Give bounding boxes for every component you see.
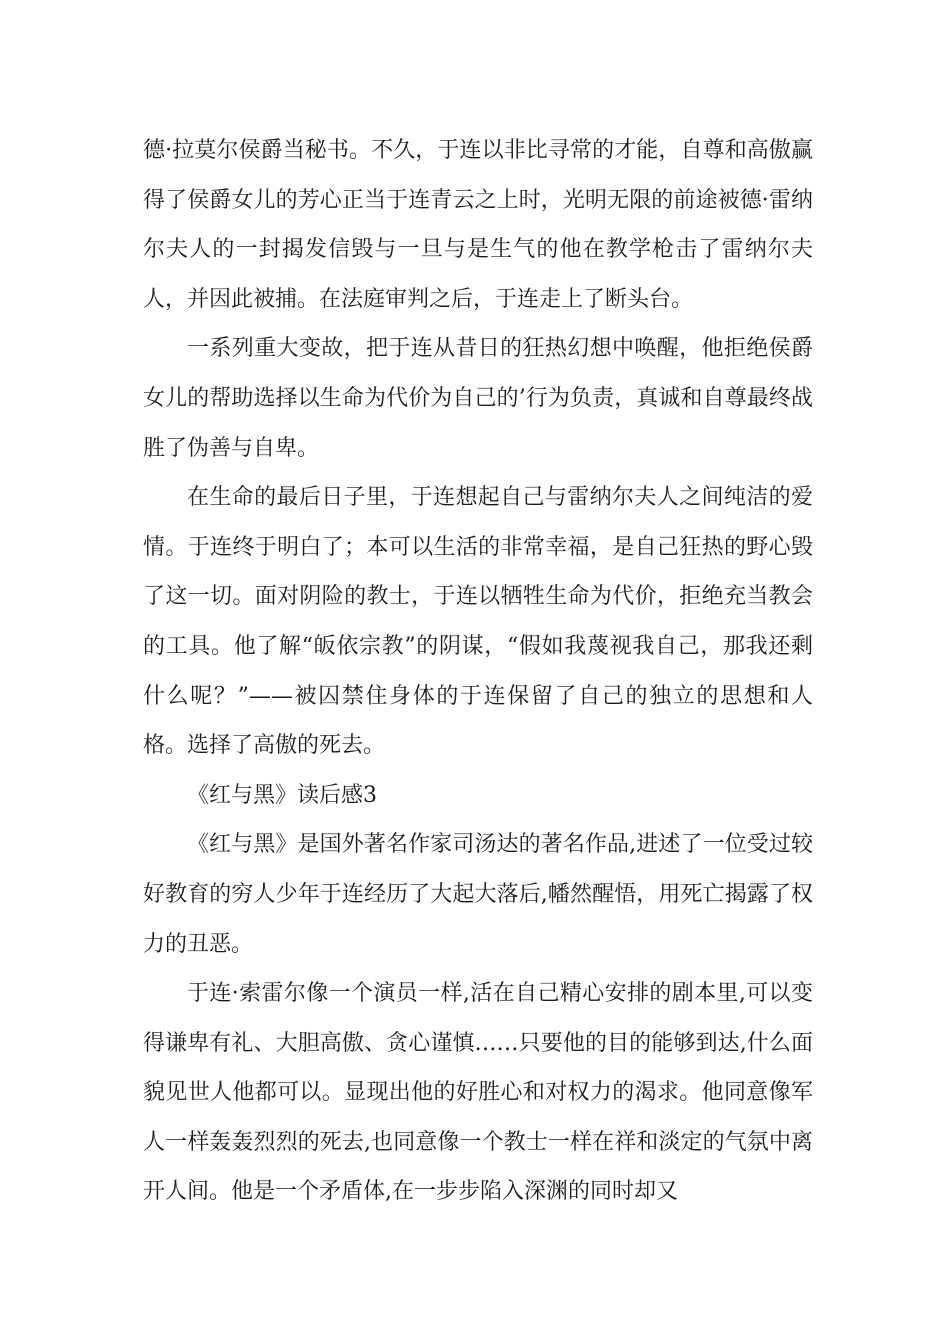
paragraph-last-days: 在生命的最后日子里，于连想起自己与雷纳尔夫人之间纯洁的爱情。于连终于明白了；本可以生活的非常幸福，是自己狂热的野心毁了这一切。面对阴险的教士，于连以牺牲生命为代价，拒绝充当教会的工具。他了解“皈依宗教”的阴谋，“假如我蔑视我自己，那我还剩什么呢？”——被囚禁住身体的于连保留了自己的独立的思想和人格。选择了高傲的死去。 [143,485,813,759]
paragraph-introduction: 《红与黑》是国外著名作家司汤达的著名作品,进述了一位受过较好教育的穷人少年于连经历了大起大落后,幡然醒悟，用死亡揭露了权力的丑恶。 [143,832,813,957]
document-body [143,126,813,1217]
paragraph-transformation: 一系列重大变故，把于连从昔日的狂热幻想中唤醒，他拒绝侯爵女儿的帮助选择以生命为代价为自己的’行为负责，真诚和自尊最终战胜了伪善与自卑。 [143,336,813,461]
paragraph-continuation: 德·拉莫尔侯爵当秘书。不久，于连以非比寻常的才能，自尊和高傲赢得了侯爵女儿的芳心正当于连青云之上时，光明无限的前途被德·雷纳尔夫人的一封揭发信毁与一旦与是生气的他在教学枪击了雷纳尔夫人，并因此被捕。在法庭审判之后，于连走上了断头台。 [143,138,813,312]
section-heading: 《红与黑》读后感3 [187,782,377,808]
paragraph-character-analysis: 于连·索雷尔像一个演员一样,活在自己精心安排的剧本里,可以变得谦卑有礼、大胆高傲、贪心谨慎……只要他的目的能够到达,什么面貌见世人他都可以。显现出他的好胜心和对权力的渴求。他同意像军人一样轰轰烈烈的死去,也同意像一个教士一样在祥和淡定的气氛中离开人间。他是一个矛盾体,在一步步陷入深渊的同时却又 [143,981,813,1205]
